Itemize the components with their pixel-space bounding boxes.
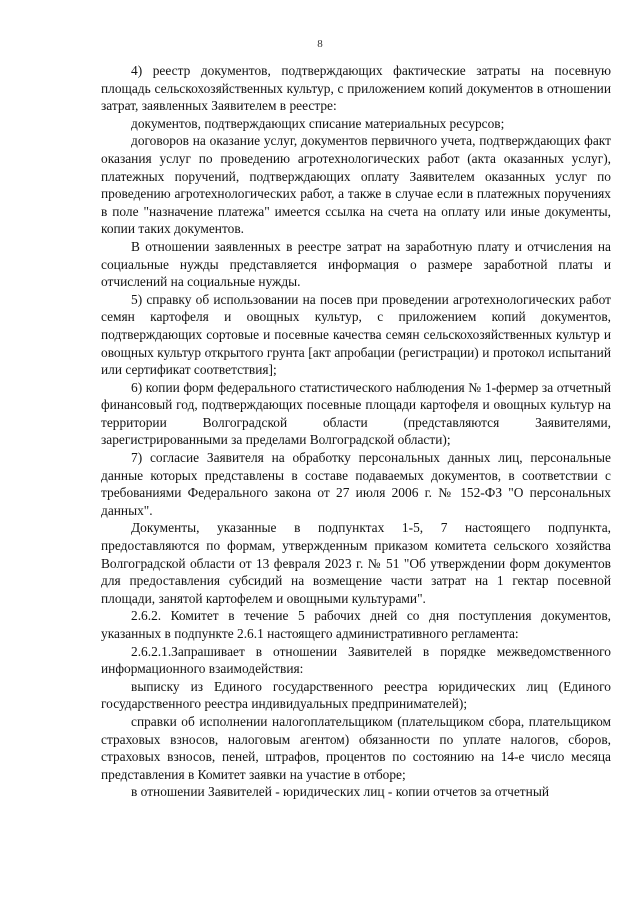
paragraph: В отношении заявленных в реестре затрат на заработную плату и отчисления на социальные нужды представляется информация о размере заработной платы и отчислений на социальные нужды. [101, 238, 611, 290]
paragraph: Документы, указанные в подпунктах 1-5, 7 настоящего подпункта, предоставляются по формам, утвержденным приказом комитета сельского хозяйства Волгоградской области от 13 февраля 2023 г. № 51 "Об утверждении форм документов для предоставления субсидий на возмещение части затрат на 1 гектар посевной площади, занятой картофелем и овощными культурами". [101, 520, 611, 606]
paragraph: 7) согласие Заявителя на обработку персональных данных лиц, персональные данные которых представлены в составе подаваемых документов, в соответствии с требованиями Федерального закона от 27 июля 2006 г. № 152-ФЗ "О персональных данных". [101, 450, 611, 518]
paragraph: 2.6.2. Комитет в течение 5 рабочих дней со дня поступления документов, указанных в подпункте 2.6.1 настоящего административного регламента: [101, 608, 611, 641]
paragraph: 5) справку об использовании на посев при проведении агротехнологических работ семян картофеля и овощных культур, с приложением копий документов, подтверждающих сортовые и посевные качества семян сельскохозяйственных культур и овощных культур открытого грунта [акт апробации (регистрации) и протокол испытаний или сертификат соответствия]; [101, 291, 611, 378]
paragraph: 4) реестр документов, подтверждающих фактические затраты на посевную площадь сельскохозяйственных культур, с приложением копий документов в отношении затрат, заявленных Заявителем в реестре: [101, 63, 611, 114]
paragraph: выписку из Единого государственного реестра юридических лиц (Единого государственного реестра индивидуальных предпринимателей); [101, 678, 611, 712]
page-number: 8 [317, 38, 323, 50]
paragraph: договоров на оказание услуг, документов первичного учета, подтверждающих факт оказания услуг по проведению агротехнологических работ (акта оказанных услуг), платежных поручений, подтверждающих оплату Заявителем оказанных услуг по проведению агротехнологических работ, а также в случае если в платежных поручениях в поле "назначение платежа" имеется ссылка на счета на оплату или иные документы, копии таких документов. [101, 133, 611, 237]
paragraph: 6) копии форм федерального статистического наблюдения № 1-фермер за отчетный финансовый год, подтверждающих посевные площади картофеля и овощных культур на территории Волгоградской области (представляются Заявителями, зарегистрированными за пределами Волгоградской области); [101, 379, 611, 448]
paragraph: справки об исполнении налогоплательщиком (плательщиком сбора, плательщиком страховых взносов, налоговым агентом) обязанности по уплате налогов, сборов, страховых взносов, пеней, штрафов, процентов по состоянию на 14-е число месяца представления в Комитет заявки на участие в отборе; [101, 713, 611, 782]
paragraph: в отношении Заявителей - юридических лиц - копии отчетов за отчетный [131, 784, 549, 800]
paragraph: 2.6.2.1.Запрашивает в отношении Заявителей в порядке межведомственного информационного взаимодействия: [101, 643, 611, 677]
paragraph: документов, подтверждающих списание материальных ресурсов; [131, 115, 505, 131]
document-body [101, 62, 611, 801]
